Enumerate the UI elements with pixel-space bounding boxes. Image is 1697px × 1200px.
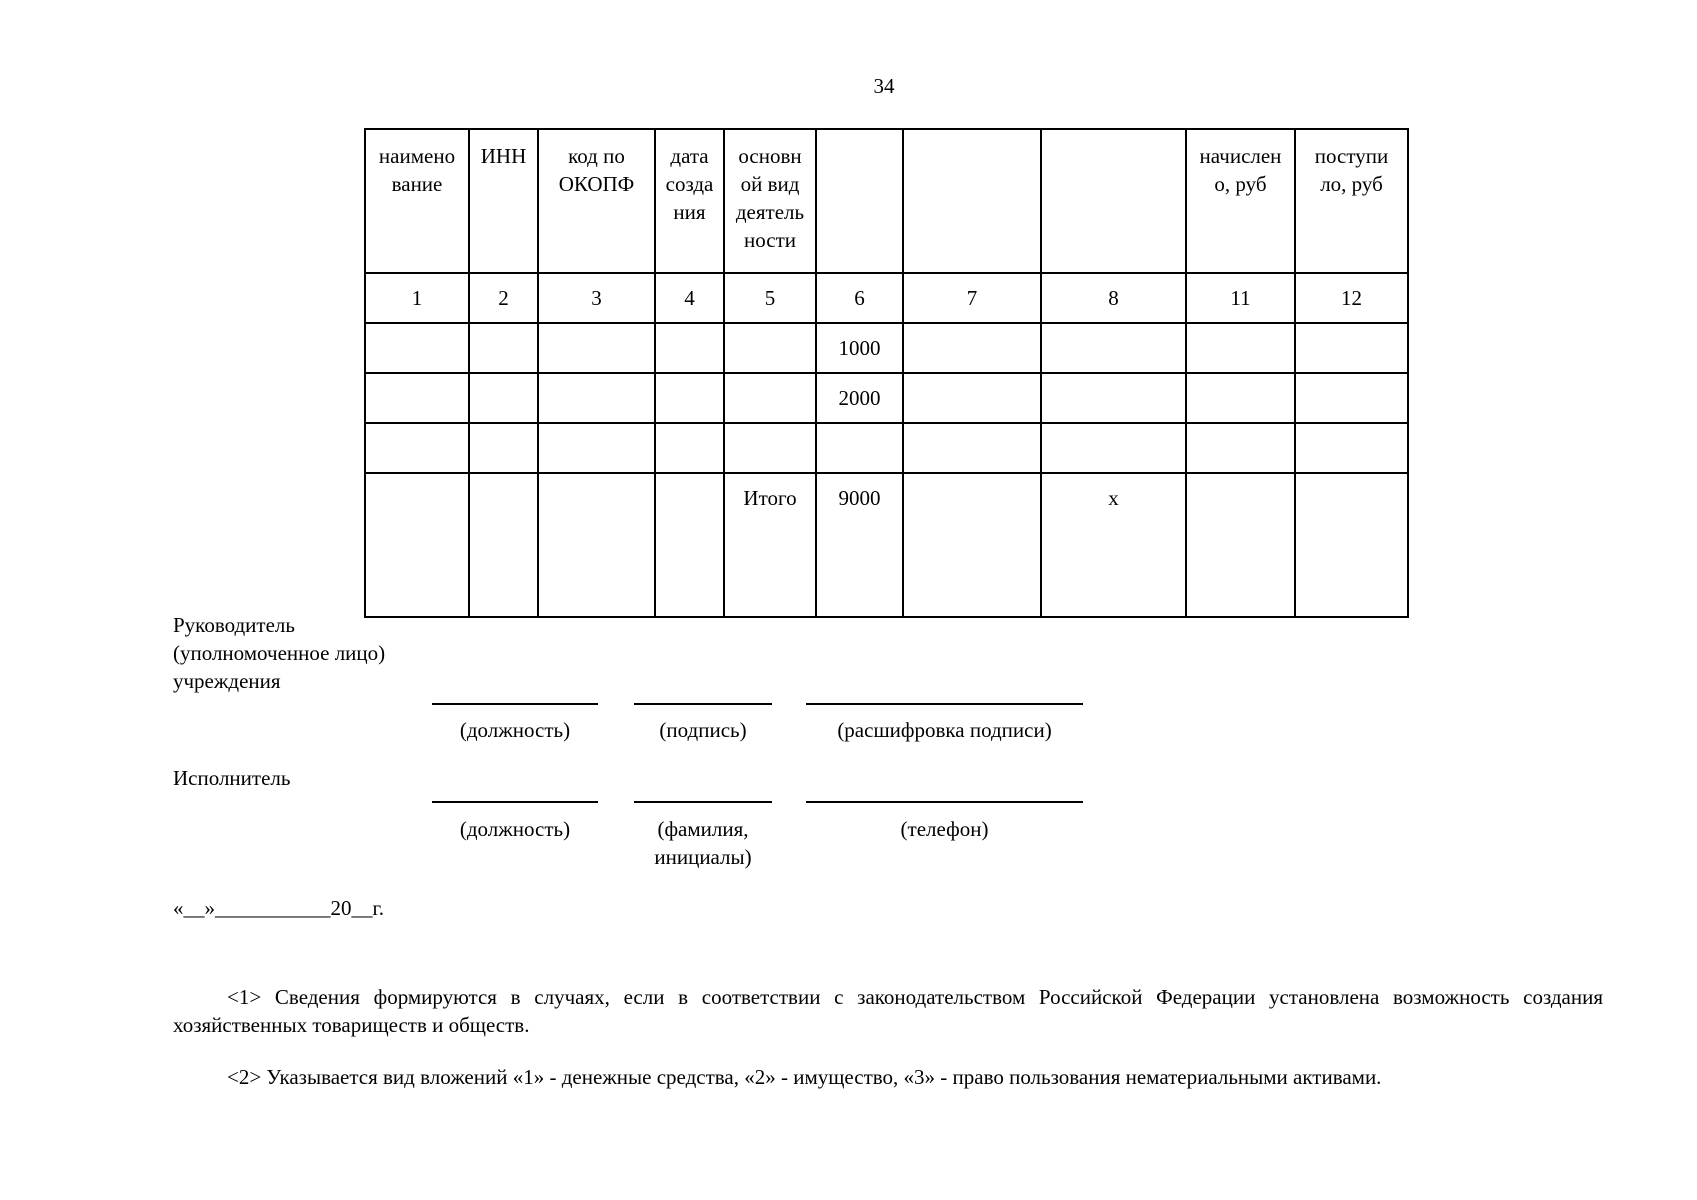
- table-cell: [1186, 373, 1295, 423]
- head-position-caption: (должность): [459, 718, 571, 742]
- table-cell: 2000: [816, 373, 903, 423]
- executor-label: Исполнитель: [173, 766, 291, 790]
- table-cell: [655, 323, 724, 373]
- page-number: 34: [873, 74, 895, 98]
- table-cell: [469, 323, 538, 373]
- total-label: Итого: [724, 473, 816, 617]
- head-signature-label: Руководитель (уполномоченное лицо) учреждения: [173, 613, 386, 693]
- header-cell-creation-date: дата созда ния: [655, 129, 724, 273]
- table-cell: [1186, 323, 1295, 373]
- table-cell: [538, 423, 655, 473]
- header-row: [365, 129, 1408, 273]
- table-cell: [1295, 323, 1408, 373]
- head-signature-line: [634, 703, 772, 705]
- table-cell: 1000: [816, 323, 903, 373]
- table-cell: [538, 373, 655, 423]
- report-table: [364, 128, 1409, 618]
- table-cell: [724, 423, 816, 473]
- column-number: 3: [538, 273, 655, 323]
- table-cell: [469, 373, 538, 423]
- table-cell: [903, 423, 1041, 473]
- table-row: [365, 323, 1408, 373]
- header-cell-main-activity: основн ой вид деятель ности: [724, 129, 816, 273]
- table-cell: [365, 373, 469, 423]
- table-row: [365, 423, 1408, 473]
- table-cell: [816, 423, 903, 473]
- column-number: 12: [1295, 273, 1408, 323]
- table-cell: [469, 423, 538, 473]
- head-name-caption: (расшифровка подписи): [837, 718, 1052, 742]
- date-line: «__»___________20__г.: [173, 896, 384, 920]
- executor-position-caption: (должность): [459, 817, 571, 841]
- table-cell: [655, 373, 724, 423]
- table-cell: [903, 373, 1041, 423]
- table-cell: [724, 373, 816, 423]
- table-cell: [724, 323, 816, 373]
- header-cell-7: [903, 129, 1041, 273]
- total-cell: [655, 473, 724, 617]
- header-cell-inn: ИНН: [469, 129, 538, 273]
- table-cell: [365, 423, 469, 473]
- total-cell: [1186, 473, 1295, 617]
- header-cell-accrued: начислен о, руб: [1186, 129, 1295, 273]
- total-cell: [469, 473, 538, 617]
- total-cell: [365, 473, 469, 617]
- executor-position-line: [432, 801, 598, 803]
- table-cell: [655, 423, 724, 473]
- footnote-1: <1> Сведения формируются в случаях, если в соответствии с законодательством Российской Федерации установлена возможность создания хозяйственных товариществ и обществ.: [173, 985, 1603, 1037]
- executor-phone-line: [806, 801, 1083, 803]
- table-cell: [1186, 423, 1295, 473]
- table-cell: [903, 323, 1041, 373]
- column-number: 7: [903, 273, 1041, 323]
- table-row: [365, 373, 1408, 423]
- table-cell: [1041, 323, 1186, 373]
- executor-name-line: [634, 801, 772, 803]
- head-position-line: [432, 703, 598, 705]
- footnote-2: <2> Указывается вид вложений «1» - денежные средства, «2» - имущество, «3» - право пользования нематериальными активами.: [227, 1065, 1382, 1089]
- table-cell: [1295, 373, 1408, 423]
- column-number: 5: [724, 273, 816, 323]
- total-cell: [1295, 473, 1408, 617]
- total-row: [365, 473, 1408, 617]
- table-cell: [1295, 423, 1408, 473]
- header-cell-8: [1041, 129, 1186, 273]
- column-number: 11: [1186, 273, 1295, 323]
- header-cell-6: [816, 129, 903, 273]
- table-cell: [365, 323, 469, 373]
- header-cell-name: наимено вание: [365, 129, 469, 273]
- table-cell: [1041, 373, 1186, 423]
- total-cell: [538, 473, 655, 617]
- total-mark: x: [1041, 473, 1186, 617]
- header-cell-received: поступи ло, руб: [1295, 129, 1408, 273]
- header-cell-okopf: код по ОКОПФ: [538, 129, 655, 273]
- total-cell: [903, 473, 1041, 617]
- column-number: 1: [365, 273, 469, 323]
- table-cell: [1041, 423, 1186, 473]
- table-cell: [538, 323, 655, 373]
- column-number-row: [365, 273, 1408, 323]
- column-number: 2: [469, 273, 538, 323]
- executor-name-caption: (фамилия, инициалы): [654, 817, 752, 869]
- column-number: 6: [816, 273, 903, 323]
- head-name-line: [806, 703, 1083, 705]
- total-value: 9000: [816, 473, 903, 617]
- column-number: 8: [1041, 273, 1186, 323]
- column-number: 4: [655, 273, 724, 323]
- executor-phone-caption: (телефон): [900, 817, 989, 841]
- head-signature-caption: (подпись): [659, 718, 747, 742]
